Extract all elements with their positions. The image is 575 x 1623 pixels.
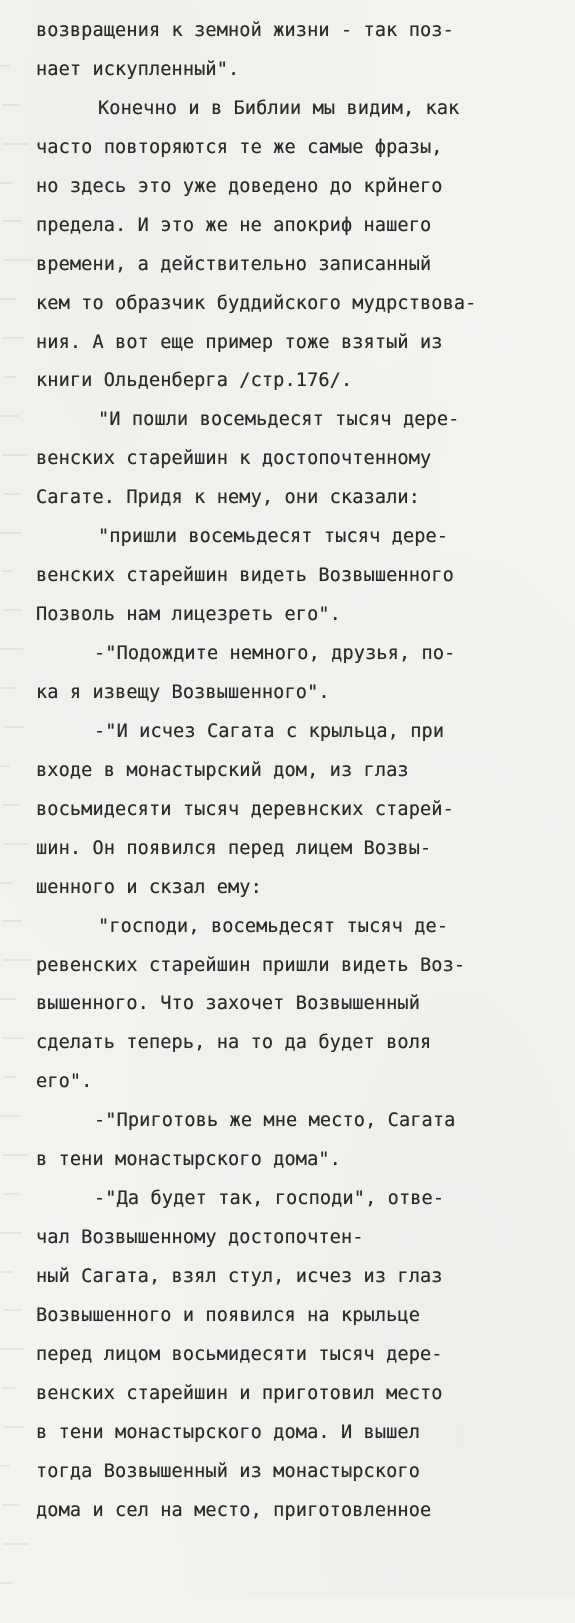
text-body — [0, 12, 575, 1531]
text-line: венских старейшин к достопочтенному — [36, 448, 432, 470]
text-line: шин. Он появился перед лицем Возвы- — [36, 837, 432, 859]
text-line: дома и сел на место, приготовленное — [36, 1499, 432, 1521]
text-line: ния. А вот еще пример тоже взятый из — [36, 331, 443, 353]
text-line: "господи, восемьдесят тысяч де- — [98, 915, 449, 937]
text-line: Сагате. Придя к нему, они сказали: — [36, 487, 421, 509]
text-line: венских старейшин и приготовил место — [36, 1382, 443, 1404]
text-line: Позволь нам лицезреть его". — [36, 604, 341, 626]
text-line: ревенских старейшин пришли видеть Воз- — [36, 954, 466, 976]
text-line: Конечно и в Библии мы видим, как — [98, 97, 460, 119]
text-line: перед лицом восьмидесяти тысяч дере- — [36, 1343, 443, 1365]
text-line: времени, а действительно записанный — [36, 253, 432, 275]
text-line: шенного и скзал ему: — [36, 876, 262, 898]
text-line: нает искупленный". — [36, 58, 240, 80]
text-line: -"Подождите немного, друзья, по- — [94, 643, 456, 664]
text-line: чал Возвышенному достопочтен- — [36, 1227, 364, 1249]
text-line: "И пошли восемьдесят тысяч дере- — [98, 409, 460, 431]
text-line: кем то образчик буддийского мудрствова- — [36, 292, 477, 314]
text-line: -"Приготовь же мне место, Сагата — [94, 1110, 456, 1132]
show-through-mark — [0, 1545, 13, 1584]
text-line: тогда Возвышенный из монастырского — [36, 1460, 421, 1482]
text-line: в тени монастырского дома". — [36, 1149, 341, 1171]
text-line: вышенного. Что захочет Возвышенный — [36, 993, 421, 1015]
text-line: ка я извещу Возвышенного". — [36, 681, 330, 703]
text-line: книги Ольденберга /стр.176/. — [36, 370, 353, 392]
text-line: восьмидесяти тысяч деревнских старей- — [36, 798, 454, 820]
text-line: "пришли восемьдесят тысяч дере- — [98, 526, 449, 548]
text-line: возвращения к земной жизни - так поз- — [36, 20, 454, 41]
text-line: но здесь это уже доведено до крйнего — [36, 175, 443, 197]
text-line: ный Сагата, взял стул, исчез из глаз — [36, 1266, 443, 1287]
text-line: входе в монастырский дом, из глаз — [36, 759, 409, 781]
text-line: -"И исчез Сагата с крыльца, при — [94, 720, 445, 742]
text-line: сделать теперь, на то да будет воля — [36, 1032, 432, 1054]
text-line: в тени монастырского дома. И вышел — [36, 1421, 421, 1443]
text-line: Возвышенного и появился на крыльце — [36, 1304, 421, 1326]
text-line: -"Да будет так, господи", отве- — [94, 1188, 445, 1210]
text-line: предела. И это же не апокриф нашего — [36, 214, 432, 236]
text-line: его". — [36, 1071, 93, 1093]
text-line: часто повторяются те же самые фразы, — [36, 136, 443, 158]
text-line: венских старейшин видеть Возвышенного — [36, 565, 454, 587]
